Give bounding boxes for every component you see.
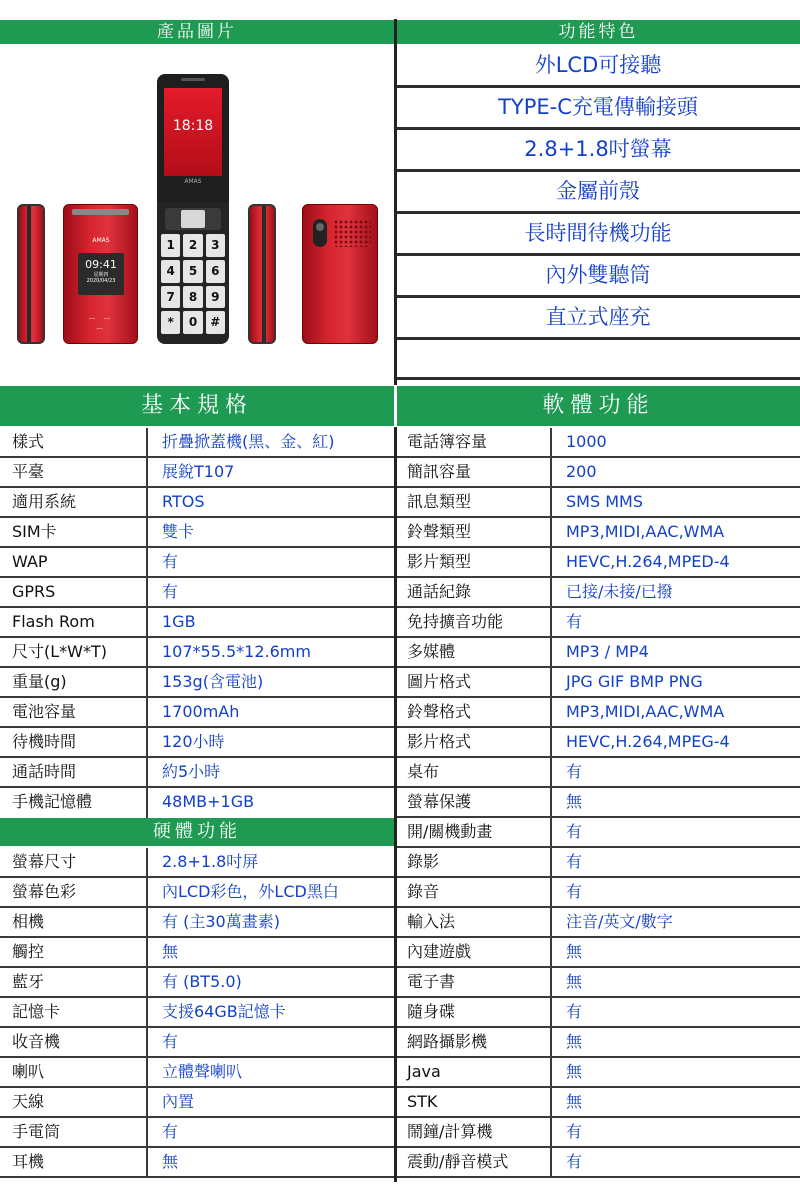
feature-item: TYPE-C充電傳輸接頭 <box>396 88 800 130</box>
spec-label: Java <box>397 1058 552 1086</box>
spec-label: 天線 <box>0 1088 148 1116</box>
spec-value: 雙卡 <box>162 522 195 541</box>
table-row <box>0 1148 394 1178</box>
spec-value: 有 (主30萬畫素) <box>162 912 280 931</box>
spec-label: 螢幕尺寸 <box>0 848 148 876</box>
keypad-key: 6 <box>206 260 225 283</box>
spec-label: 鈴聲類型 <box>397 518 552 546</box>
keypad-key: * <box>161 311 180 334</box>
keypad-key: 7 <box>161 286 180 309</box>
features-header: 功能特色 <box>397 20 800 44</box>
table-row <box>397 968 800 998</box>
keypad-key: 2 <box>183 234 202 257</box>
feature-item <box>396 340 800 380</box>
spec-label: 通話時間 <box>0 758 148 786</box>
spec-value: 無 <box>566 942 583 961</box>
basic-specs-table <box>0 428 394 818</box>
spec-value: 有 <box>566 882 583 901</box>
inner-screen <box>164 88 222 176</box>
spec-value: 120小時 <box>162 732 225 751</box>
spec-value: 內LCD彩色，外LCD黑白 <box>162 882 339 901</box>
spec-label: 喇叭 <box>0 1058 148 1086</box>
table-row <box>397 878 800 908</box>
keypad-key: 9 <box>206 286 225 309</box>
phone-side-view-right <box>248 204 276 344</box>
spec-label: 訊息類型 <box>397 488 552 516</box>
spec-value: HEVC,H.264,MPEG-4 <box>566 732 730 751</box>
table-row <box>397 788 800 818</box>
spec-label: 錄音 <box>397 878 552 906</box>
table-row <box>397 818 800 848</box>
spec-value: 有 <box>566 762 583 781</box>
table-row <box>0 998 394 1028</box>
outer-date: 2020/04/23 <box>86 278 116 284</box>
software-header: 軟體功能 <box>397 386 800 426</box>
table-row <box>0 758 394 788</box>
table-row <box>397 488 800 518</box>
table-row <box>0 638 394 668</box>
table-row <box>397 548 800 578</box>
spec-value: 有 <box>566 822 583 841</box>
outer-screen <box>78 253 124 295</box>
spec-label: 耳機 <box>0 1148 148 1176</box>
spec-label: Flash Rom <box>0 608 148 636</box>
spec-label: 平臺 <box>0 458 148 486</box>
table-row <box>0 698 394 728</box>
spec-label: GPRS <box>0 578 148 606</box>
spec-value: 有 <box>162 552 179 571</box>
spec-value: 內置 <box>162 1092 195 1111</box>
spec-value: JPG GIF BMP PNG <box>566 672 703 691</box>
table-row <box>397 1088 800 1118</box>
spec-value: 有 <box>566 1152 583 1171</box>
spec-label: 重量(g) <box>0 668 148 696</box>
spec-label: 鈴聲格式 <box>397 698 552 726</box>
spec-value: HEVC,H.264,MPED-4 <box>566 552 730 571</box>
brand-logo: AMAS <box>92 237 110 244</box>
keypad-key: 4 <box>161 260 180 283</box>
outer-time: 09:41 <box>85 258 117 271</box>
feature-item: 外LCD可接聽 <box>396 46 800 88</box>
table-row <box>397 908 800 938</box>
feature-item: 金屬前殼 <box>396 172 800 214</box>
spec-value: 注音/英文/數字 <box>566 912 673 931</box>
table-row <box>397 1148 800 1178</box>
table-row <box>0 938 394 968</box>
inner-time: 18:18 <box>172 118 214 134</box>
table-row <box>397 638 800 668</box>
spec-value: 有 <box>566 852 583 871</box>
spec-label: 電池容量 <box>0 698 148 726</box>
spec-label: 影片格式 <box>397 728 552 756</box>
spec-label: 待機時間 <box>0 728 148 756</box>
table-row <box>397 998 800 1028</box>
spec-label: 螢幕保護 <box>397 788 552 816</box>
spec-label: 手電筒 <box>0 1118 148 1146</box>
spec-label: 螢幕色彩 <box>0 878 148 906</box>
spec-label: 通話紀錄 <box>397 578 552 606</box>
spec-label: 鬧鐘/計算機 <box>397 1118 552 1146</box>
table-row <box>0 878 394 908</box>
table-row <box>0 428 394 458</box>
spec-value: 無 <box>162 942 179 961</box>
spec-label: 適用系統 <box>0 488 148 516</box>
spec-value: 支援64GB記憶卡 <box>162 1002 286 1021</box>
spec-value: 200 <box>566 462 597 481</box>
spec-label: 隨身碟 <box>397 998 552 1026</box>
table-row <box>0 1058 394 1088</box>
spec-label: STK <box>397 1088 552 1116</box>
table-row <box>397 1118 800 1148</box>
table-row <box>0 518 394 548</box>
keypad-key: 0 <box>183 311 202 334</box>
product-images-header: 產品圖片 <box>0 20 394 44</box>
spec-value: MP3 / MP4 <box>566 642 649 661</box>
spec-value: SMS MMS <box>566 492 643 511</box>
spec-value: 無 <box>566 1092 583 1111</box>
spec-label: SIM卡 <box>0 518 148 546</box>
table-row <box>0 728 394 758</box>
spec-value: 有 <box>566 1002 583 1021</box>
spec-value: 有 <box>162 1122 179 1141</box>
spec-label: 相機 <box>0 908 148 936</box>
table-row <box>397 698 800 728</box>
spec-label: 尺寸(L*W*T) <box>0 638 148 666</box>
keypad-key: 5 <box>183 260 202 283</box>
table-row <box>0 848 394 878</box>
outer-day: 星期四 <box>93 272 109 278</box>
spec-value: 48MB+1GB <box>162 792 255 811</box>
table-row <box>0 578 394 608</box>
spec-label: 圖片格式 <box>397 668 552 696</box>
keypad-key: 8 <box>183 286 202 309</box>
spec-value: 有 <box>566 1122 583 1141</box>
table-row <box>0 548 394 578</box>
spec-value: MP3,MIDI,AAC,WMA <box>566 702 725 721</box>
spec-label: 桌布 <box>397 758 552 786</box>
table-row <box>397 428 800 458</box>
keypad <box>161 234 225 334</box>
table-row <box>0 668 394 698</box>
spec-label: 記憶卡 <box>0 998 148 1026</box>
table-row <box>397 728 800 758</box>
spec-value: 立體聲喇叭 <box>162 1062 243 1081</box>
table-row <box>0 968 394 998</box>
table-row <box>0 458 394 488</box>
spec-label: 電子書 <box>397 968 552 996</box>
spec-value: 有 <box>566 612 583 631</box>
phone-closed-front: AMAS 09:41 星期四 2020/04/23 ⌒ ⌒ ⌒ <box>63 204 138 344</box>
software-table <box>397 428 800 1178</box>
spec-label: 多媒體 <box>397 638 552 666</box>
spec-value: 約5小時 <box>162 762 221 781</box>
spec-label: 觸控 <box>0 938 148 966</box>
table-row <box>397 458 800 488</box>
spec-label: WAP <box>0 548 148 576</box>
phone-side-view-left <box>17 204 45 344</box>
spec-label: 影片類型 <box>397 548 552 576</box>
table-row <box>397 668 800 698</box>
table-row <box>397 1028 800 1058</box>
spec-value: 展銳T107 <box>162 462 235 481</box>
spec-value: 無 <box>566 792 583 811</box>
keypad-key: # <box>206 311 225 334</box>
spec-value: 有 (BT5.0) <box>162 972 242 991</box>
spec-value: 2.8+1.8吋屏 <box>162 852 259 871</box>
features-list <box>396 46 800 380</box>
table-row <box>0 1028 394 1058</box>
spec-value: 107*55.5*12.6mm <box>162 642 311 661</box>
keypad-key: 1 <box>161 234 180 257</box>
spec-value: 有 <box>162 1032 179 1051</box>
spec-label: 開/關機動畫 <box>397 818 552 846</box>
brand-logo: AMAS <box>184 178 202 185</box>
spec-label: 樣式 <box>0 428 148 456</box>
keypad-key: 3 <box>206 234 225 257</box>
table-row <box>0 788 394 818</box>
spec-value: 已接/未接/已撥 <box>566 582 673 601</box>
table-row <box>397 938 800 968</box>
feature-item: 2.8+1.8吋螢幕 <box>396 130 800 172</box>
spec-value: MP3,MIDI,AAC,WMA <box>566 522 725 541</box>
spec-value: 1700mAh <box>162 702 240 721</box>
feature-item: 長時間待機功能 <box>396 214 800 256</box>
spec-label: 輸入法 <box>397 908 552 936</box>
spec-label: 免持擴音功能 <box>397 608 552 636</box>
table-row <box>397 578 800 608</box>
speaker-grill <box>333 219 371 247</box>
table-row <box>0 908 394 938</box>
table-row <box>0 1088 394 1118</box>
spec-value: 無 <box>566 1062 583 1081</box>
table-row <box>397 848 800 878</box>
spec-value: 153g(含電池) <box>162 672 264 691</box>
phone-back-view <box>302 204 378 344</box>
hardware-table <box>0 848 394 1178</box>
spec-value: 無 <box>162 1152 179 1171</box>
spec-value: RTOS <box>162 492 205 511</box>
spec-label: 電話簿容量 <box>397 428 552 456</box>
spec-value: 無 <box>566 972 583 991</box>
phone-open-view <box>157 74 229 344</box>
spec-label: 手機記憶體 <box>0 788 148 818</box>
table-row <box>397 608 800 638</box>
basic-specs-header: 基本規格 <box>0 386 394 426</box>
feature-item: 內外雙聽筒 <box>396 256 800 298</box>
table-row <box>397 1058 800 1088</box>
spec-value: 1000 <box>566 432 607 451</box>
spec-value: 折疊掀蓋機(黑、金、紅) <box>162 432 335 451</box>
table-row <box>397 758 800 788</box>
spec-label: 收音機 <box>0 1028 148 1056</box>
spec-label: 簡訊容量 <box>397 458 552 486</box>
spec-value: 有 <box>162 582 179 601</box>
spec-label: 錄影 <box>397 848 552 876</box>
table-row <box>397 518 800 548</box>
table-row <box>0 1118 394 1148</box>
spec-value: 無 <box>566 1032 583 1051</box>
feature-item: 直立式座充 <box>396 298 800 340</box>
spec-label: 震動/靜音模式 <box>397 1148 552 1176</box>
spec-value: 1GB <box>162 612 196 631</box>
table-row <box>0 608 394 638</box>
spec-label: 藍牙 <box>0 968 148 996</box>
spec-label: 網路攝影機 <box>397 1028 552 1056</box>
table-row <box>0 488 394 518</box>
product-image <box>0 46 394 376</box>
spec-label: 內建遊戲 <box>397 938 552 966</box>
hardware-header: 硬體功能 <box>0 818 394 846</box>
